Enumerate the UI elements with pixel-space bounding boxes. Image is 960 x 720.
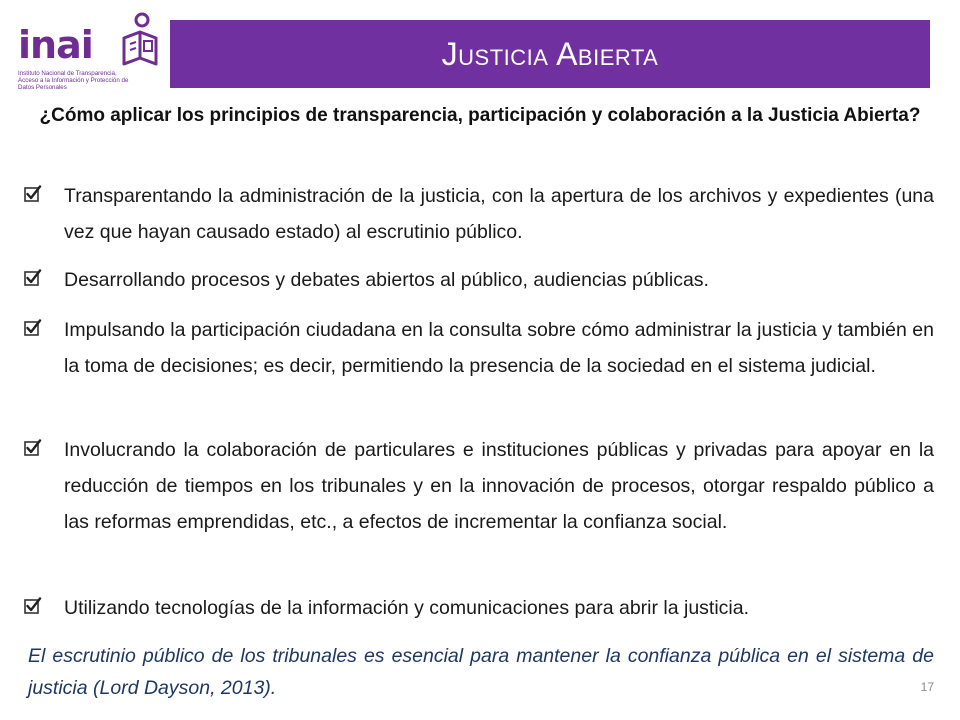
page-title: Justicia Abierta bbox=[441, 35, 659, 72]
bullet-text: Involucrando la colaboración de particulares e instituciones públicas y privadas para apoyar en la reducción de tiempos en los tribunales y en la innovación de procesos, otorgar respaldo público a las reformas emprendidas, etc., a efectos de incrementar la confianza social. bbox=[64, 439, 934, 533]
checkbox-checked-icon bbox=[24, 185, 42, 203]
conclusion-quote: El escrutinio público de los tribunales es esencial para mantener la confianza pública en el sistema de justicia (Lord Dayson, 2013). bbox=[28, 645, 934, 699]
checkbox-checked-icon bbox=[24, 439, 42, 457]
bullet-text: Impulsando la participación ciudadana en la consulta sobre cómo administrar la justicia y también en la toma de decisiones; es decir, permitiendo la presencia de la sociedad en el sistema judicial. bbox=[64, 319, 934, 377]
logo-wordmark: inai bbox=[18, 23, 93, 67]
inai-logo bbox=[14, 10, 164, 94]
question-heading: ¿Cómo aplicar los principios de transparencia, participación y colaboración a la Justicia Abierta? bbox=[39, 105, 921, 126]
title-banner bbox=[170, 20, 930, 88]
book-person-icon bbox=[118, 12, 162, 70]
checkbox-checked-icon bbox=[24, 269, 42, 287]
bullet-text: Desarrollando procesos y debates abiertos al público, audiencias públicas. bbox=[64, 269, 709, 291]
bullet-text: Transparentando la administración de la justicia, con la apertura de los archivos y expedientes (una vez que hayan causado estado) al escrutinio público. bbox=[64, 185, 934, 243]
page-number: 17 bbox=[920, 680, 934, 694]
logo-subtitle: Instituto Nacional de Transparencia, Acceso a la Información y Protección de Datos Personales bbox=[18, 70, 129, 91]
checkbox-checked-icon bbox=[24, 319, 42, 337]
bullet-text: Utilizando tecnologías de la información y comunicaciones para abrir la justicia. bbox=[64, 597, 750, 619]
checkbox-checked-icon bbox=[24, 597, 42, 615]
